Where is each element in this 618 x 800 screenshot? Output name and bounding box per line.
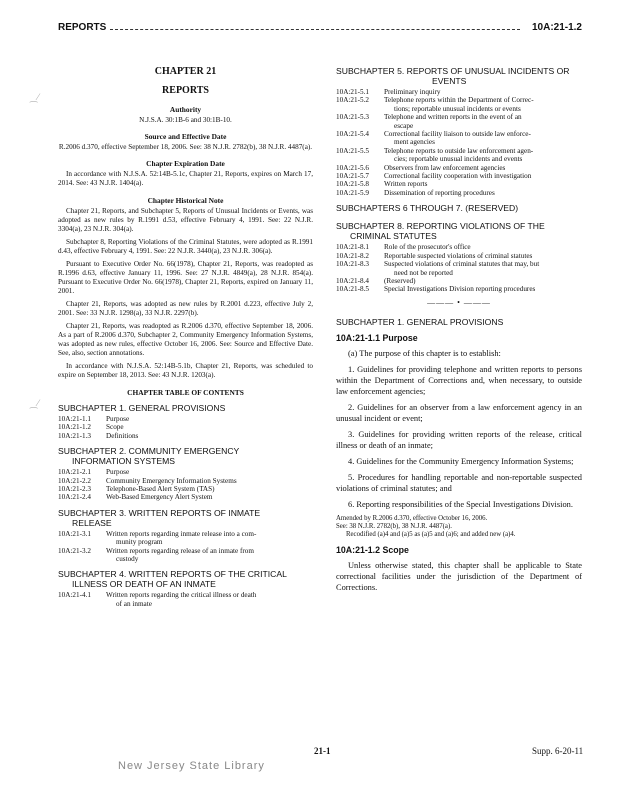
chapter-number: CHAPTER 21 — [154, 66, 217, 77]
toc-subchapter-heading-cont: RELEASE — [72, 517, 112, 528]
toc-entry: 10A:21-5.3 Telephone and written reports in the event of an escape — [336, 113, 522, 130]
purpose-paragraph: 2. Guidelines for an observer from a law enforcement agency in an unusual incident or event; — [336, 402, 582, 423]
body-subchapter-heading: SUBCHAPTER 1. GENERAL PROVISIONS — [336, 316, 504, 327]
expiration-text: In accordance with N.J.S.A. 52:14B-5.1c, Chapter 21, Reports, expires on March 17, 2014. See: 43 N.J.R. 1404(a). — [58, 170, 313, 187]
toc-subchapter-heading-cont: INFORMATION SYSTEMS — [72, 456, 175, 467]
toc-entry: 10A:21-3.1 Written reports regarding inmate release into a com- munity program — [58, 529, 257, 547]
toc-entry: 10A:21-1.3 Definitions — [58, 431, 139, 440]
toc-entry: 10A:21-2.2 Community Emergency Information Systems — [58, 476, 237, 485]
toc-subchapter-heading: SUBCHAPTER 8. REPORTING VIOLATIONS OF THE — [336, 221, 545, 232]
scope-paragraph: Unless otherwise stated, this chapter shall be applicable to State correctional facilities under the jurisdiction of the Department of Corrections. — [336, 560, 582, 592]
toc-entry: 10A:21-8.5 Special Investigations Division reporting procedures — [336, 285, 536, 294]
toc-entry: 10A:21-2.3 Telephone-Based Alert System (TAS) — [58, 485, 215, 494]
history-paragraph: Chapter 21, Reports, was adopted as new rules by R.2001 d.223, effective July 2, 2001. See: 33 N.J.R. 1298(a), 33 N.J.R. 2297(b). — [58, 300, 313, 317]
library-watermark: New Jersey State Library — [118, 760, 265, 772]
toc-entry: 10A:21-8.3 Suspected violations of criminal statutes that may, but need not be reported — [336, 260, 540, 277]
toc-entry: 10A:21-5.1 Preliminary inquiry — [336, 88, 441, 96]
toc-subchapter-heading: SUBCHAPTER 4. WRITTEN REPORTS OF THE CRITICAL — [58, 569, 287, 580]
toc-entry: 10A:21-1.1 Purpose — [58, 415, 130, 423]
section-heading-purpose: 10A:21-1.1 Purpose — [336, 332, 418, 343]
authority-heading: Authority — [169, 105, 202, 114]
history-paragraph: In accordance with N.J.S.A. 52:14B-5.1b, Chapter 21, Reports, was scheduled to expire on September 18, 2013. See: 43 N.J.R. 1203(a). — [58, 362, 313, 379]
toc-subchapter-heading: SUBCHAPTER 5. REPORTS OF UNUSUAL INCIDENTS OR — [336, 66, 570, 76]
supplement-date: Supp. 6-20-11 — [532, 746, 584, 756]
amendment-note: Recodified (a)4 and (a)5 as (a)5 and (a)6; and added new (a)4. — [346, 530, 516, 538]
left-column — [58, 66, 313, 608]
right-column — [336, 66, 582, 598]
toc-entry: 10A:21-8.2 Reportable suspected violations of criminal statutes — [336, 251, 533, 260]
toc-subchapter-heading: SUBCHAPTER 2. COMMUNITY EMERGENCY — [58, 446, 240, 457]
header-rule — [110, 29, 520, 30]
purpose-paragraph: 4. Guidelines for the Community Emergency Information Systems; — [348, 456, 574, 466]
source-text: R.2006 d.370, effective September 18, 2006. See: 38 N.J.R. 2782(b), 38 N.J.R. 4487(a). — [58, 143, 313, 151]
history-paragraph: Chapter 21, Reports, was readopted as R.2006 d.370, effective September 18, 2006. As a part of R.2006 d.370, Subchapter 2, Community Emergency Information Systems, was adopted as new rules, effective October 16, 2006. See: Source and Effective Date. See, also, section annotations. — [58, 322, 313, 357]
toc-entry: 10A:21-5.5 Telephone reports to outside law enforcement agen- cies; reportable unusual incidents and events — [336, 146, 534, 164]
history-paragraph: Pursuant to Executive Order No. 66(1978), Chapter 21, Reports, was readopted as R.1996 d.63, effective January 11, 1996. See: 27 N.J.R. 4849(a), 28 N.J.R. 854(a). Pursuant to Executive Order No. 66(1978), Chapter 21, Reports, expired on January 11, 2001. — [58, 260, 313, 295]
toc-entry: 10A:21-1.2 Scope — [58, 423, 124, 432]
toc-subchapter-heading-cont: CRIMINAL STATUTES — [350, 231, 437, 242]
purpose-paragraph: 1. Guidelines for providing telephone and written reports to persons within the Department of Corrections and, when necessary, to outside law enforcement agencies; — [336, 364, 582, 396]
purpose-paragraph: 6. Reporting responsibilities of the Special Investigations Division. — [348, 499, 573, 509]
expiration-heading: Chapter Expiration Date — [146, 159, 225, 168]
toc-entry: 10A:21-2.1 Purpose — [58, 468, 130, 477]
toc-entry: 10A:21-5.9 Dissemination of reporting procedures — [336, 188, 495, 197]
purpose-paragraph: 5. Procedures for handling reportable and non-reportable suspected violations of criminal statutes; and — [336, 472, 582, 493]
purpose-paragraph: 3. Guidelines for providing written reports of the release, critical illness or death of an inmate; — [336, 429, 582, 450]
purpose-paragraph: (a) The purpose of this chapter is to establish: — [348, 348, 501, 358]
header-left: REPORTS — [58, 22, 107, 33]
toc-entry: 10A:21-3.2 Written reports regarding release of an inmate from custody — [58, 546, 254, 564]
toc-subchapter-heading-cont: ILLNESS OR DEATH OF AN INMATE — [72, 579, 216, 590]
amendment-note: Amended by R.2006 d.370, effective October 16, 2006. — [336, 514, 488, 522]
toc-entry: 10A:21-2.4 Web-Based Emergency Alert System — [58, 493, 213, 502]
toc-heading: CHAPTER TABLE OF CONTENTS — [127, 388, 244, 397]
amendment-note: See: 38 N.J.R. 2782(b), 38 N.J.R. 4487(a). — [336, 522, 452, 530]
section-heading-scope: 10A:21-1.2 Scope — [336, 544, 409, 555]
margin-mark: ⁔⁄ — [30, 92, 39, 102]
source-heading: Source and Effective Date — [144, 132, 227, 141]
running-header — [58, 18, 582, 34]
toc-entry: 10A:21-5.2 Telephone reports within the Department of Correc- tions; reportable unusual incidents or events — [336, 96, 534, 113]
toc-subchapter-heading: SUBCHAPTER 1. GENERAL PROVISIONS — [58, 403, 226, 413]
toc-entry: 10A:21-8.4 (Reserved) — [336, 276, 416, 285]
section-separator: ——— • ——— — [427, 297, 491, 307]
toc-entry: 10A:21-5.4 Correctional facility liaison to outside law enforce- ment agencies — [336, 130, 531, 147]
header-right: 10A:21-1.2 — [531, 22, 582, 33]
page-number: 21-1 — [314, 746, 331, 756]
history-paragraph: Chapter 21, Reports, and Subchapter 5, Reports of Unusual Incidents or Events, was adopted as new rules by R.1991 d.53, effective February 4, 1991. See: 22 N.J.R. 3304(a), 23 N.J.R. 304(a). — [58, 207, 313, 233]
toc-subchapter-heading: SUBCHAPTER 3. WRITTEN REPORTS OF INMATE — [58, 507, 261, 518]
toc-entry: 10A:21-8.1 Role of the prosecutor's office — [336, 243, 471, 252]
chapter-title: REPORTS — [162, 85, 209, 96]
toc-entry: 10A:21-5.6 Observers from law enforcement agencies — [336, 163, 506, 172]
authority-text: N.J.S.A. 30:1B-6 and 30:1B-10. — [139, 116, 232, 124]
toc-subchapter-heading: SUBCHAPTERS 6 THROUGH 7. (RESERVED) — [336, 203, 519, 214]
toc-entry: 10A:21-5.7 Correctional facility cooperation with investigation — [336, 172, 532, 181]
history-paragraph: Subchapter 8, Reporting Violations of the Criminal Statutes, were adopted as R.1991 d.43, effective February 4, 1991. See: 22 N.J.R. 3440(a), 23 N.J.R. 306(a). — [58, 238, 313, 255]
margin-mark: ⁔⁄ — [30, 398, 39, 408]
toc-entry: 10A:21-4.1 Written reports regarding the critical illness or death of an inmate — [58, 591, 257, 608]
history-heading: Chapter Historical Note — [147, 196, 224, 205]
toc-subchapter-heading-cont: EVENTS — [432, 76, 467, 86]
toc-entry: 10A:21-5.8 Written reports — [336, 180, 428, 189]
